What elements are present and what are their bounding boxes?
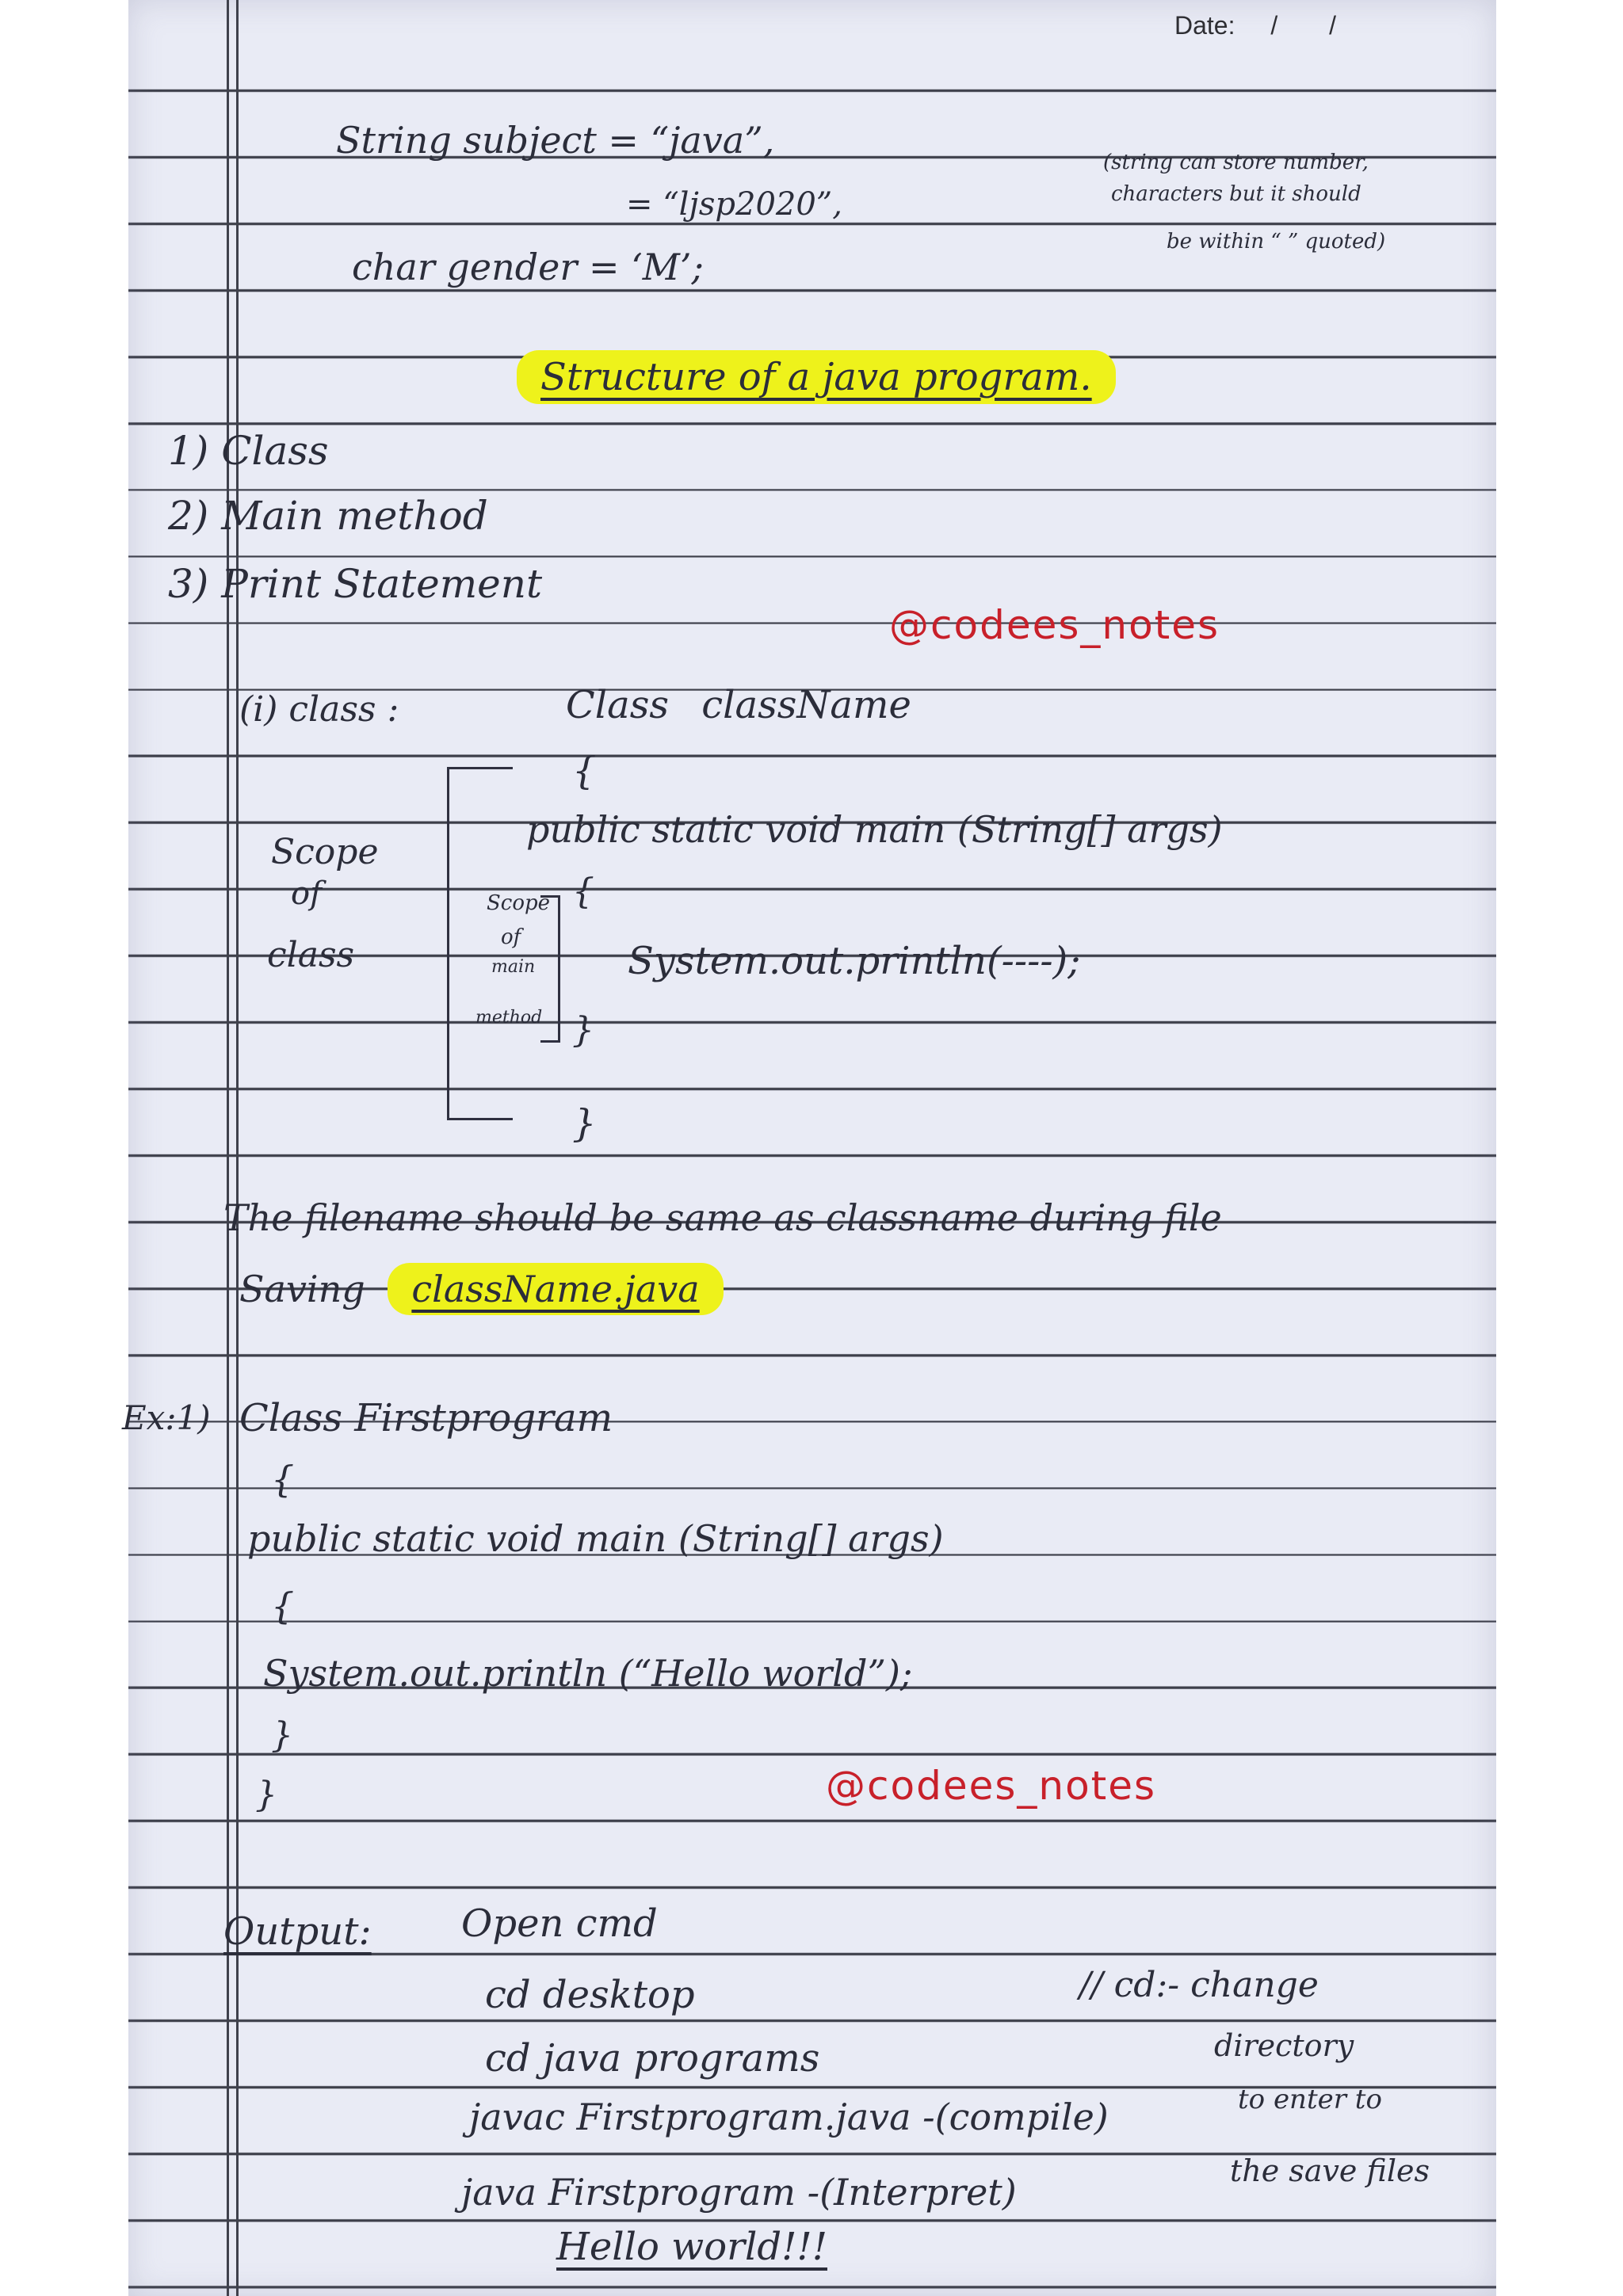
- watermark-bottom: @codees_notes: [826, 1763, 1157, 1809]
- example-line-1: Class Firstprogram: [239, 1396, 613, 1440]
- cd-note-3: to enter to: [1238, 2084, 1382, 2115]
- output-label: Output:: [223, 1909, 372, 1954]
- classname-java-highlight: className.java: [388, 1263, 723, 1315]
- example-label: Ex:1): [122, 1398, 211, 1437]
- scope-class-1: Scope: [271, 832, 379, 872]
- output-line-6: Hello world!!!: [556, 2225, 827, 2269]
- example-line-2: {: [271, 1458, 295, 1501]
- scope-main-4: method: [475, 1008, 543, 1028]
- scope-main-2: of: [501, 925, 521, 949]
- class-brace-close: }: [572, 1101, 597, 1146]
- class-label: (i) class :: [239, 689, 399, 730]
- structure-item-class: 1) Class: [168, 428, 329, 474]
- example-line-4: {: [271, 1585, 295, 1627]
- main-scope-bracket: [540, 895, 560, 1043]
- example-line-3: public static void main (String[] args): [247, 1517, 944, 1560]
- string-note-2: characters but it should: [1111, 182, 1361, 206]
- string-subject-line2: = “ljsp2020”,: [626, 186, 842, 223]
- cd-note-1: // cd:- change: [1079, 1965, 1319, 2005]
- filename-note-line2: [239, 1268, 724, 1310]
- saving-word: Saving: [239, 1268, 365, 1310]
- output-line-4: javac Firstprogram.java -(compile): [469, 2096, 1109, 2138]
- string-subject-line: String subject = “java”,: [336, 119, 775, 162]
- string-note-3: be within “ ” quoted): [1167, 230, 1386, 254]
- scope-class-2: of: [291, 875, 322, 912]
- output-line-5: java Firstprogram -(Interpret): [461, 2171, 1017, 2214]
- class-brace-open: {: [572, 749, 597, 793]
- example-line-7: }: [255, 1775, 277, 1815]
- date-label: Date:: [1174, 11, 1235, 40]
- class-decl: Class className: [566, 683, 911, 727]
- main-brace-open: {: [572, 871, 594, 912]
- watermark-top: @codees_notes: [889, 602, 1220, 648]
- structure-title-text: Structure of a java program.: [517, 350, 1116, 404]
- structure-item-print: 3) Print Statement: [168, 561, 543, 607]
- example-line-5: System.out.println (“Hello world”);: [263, 1652, 913, 1695]
- scope-class-3: class: [267, 935, 355, 975]
- cd-note-4: the save files: [1230, 2153, 1430, 2188]
- output-line-2: cd desktop: [485, 1973, 695, 2017]
- scope-main-3: main: [491, 957, 536, 977]
- date-value: / /: [1270, 11, 1359, 40]
- example-line-6: }: [271, 1715, 293, 1756]
- structure-title: [517, 355, 1116, 399]
- structure-item-main: 2) Main method: [168, 493, 488, 539]
- notebook-page: [122, 0, 1496, 2296]
- main-signature: public static void main (String[] args): [526, 808, 1223, 851]
- date-field: [1174, 11, 1358, 40]
- output-line-1: Open cmd: [461, 1901, 658, 1946]
- char-gender-line: char gender = ‘M’;: [352, 246, 705, 288]
- string-note-1: (string can store number,: [1103, 151, 1369, 174]
- filename-note-line1: The filename should be same as classname during file: [223, 1196, 1222, 1239]
- println-line: System.out.println(----);: [628, 939, 1081, 983]
- scope-main-1: Scope: [487, 891, 551, 915]
- output-line-3: cd java programs: [485, 2036, 820, 2081]
- main-brace-close: }: [572, 1010, 594, 1051]
- cd-note-2: directory: [1214, 2028, 1354, 2063]
